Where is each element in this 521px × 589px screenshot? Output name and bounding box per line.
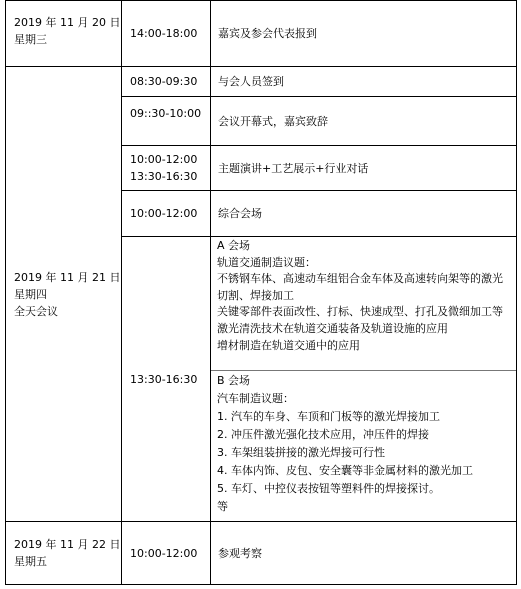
time-cell — [122, 237, 210, 521]
time-cell — [122, 67, 210, 96]
session-content: 综合会场 — [218, 207, 262, 220]
time-cell — [122, 97, 210, 145]
day-note: 全天会议 — [14, 304, 58, 318]
day-weekday: 星期四 — [14, 287, 47, 301]
venue-b-cell — [211, 371, 516, 521]
day-cell — [6, 522, 121, 584]
session-time: 13:30-16:30 — [130, 372, 198, 386]
time-cell — [122, 191, 210, 236]
session-time: 10:00-12:00 13:30-16:30 — [130, 153, 198, 183]
content-cell — [211, 97, 516, 145]
session-content: 会议开幕式，嘉宾致辞 — [218, 114, 328, 128]
day-date: 2019 年 11 月 21 日 — [14, 270, 121, 284]
session-time: 10:00-12:00 — [130, 207, 198, 220]
day-date: 2019 年 11 月 22 日 — [14, 538, 121, 551]
session-content: 参观考察 — [218, 546, 262, 560]
day-weekday: 星期五 — [14, 555, 47, 568]
table-border-bottom — [5, 584, 517, 585]
content-cell — [211, 522, 516, 584]
time-cell — [122, 146, 210, 190]
session-content: 主题演讲+工艺展示+行业对话 — [218, 161, 369, 175]
table-border-right — [516, 0, 517, 585]
time-cell — [122, 522, 210, 584]
venue-a-cell — [211, 237, 516, 370]
day-weekday: 星期三 — [14, 33, 47, 46]
content-cell — [211, 146, 516, 190]
day-cell — [6, 1, 121, 66]
day-date: 2019 年 11 月 20 日 — [14, 16, 121, 29]
session-time: 10:00-12:00 — [130, 546, 198, 560]
session-time: 09::30-10:00 — [130, 107, 202, 120]
session-content: 与会人员签到 — [218, 75, 284, 88]
session-time: 08:30-09:30 — [130, 75, 198, 88]
content-cell — [211, 191, 516, 236]
content-cell — [211, 67, 516, 96]
venue-b-topics: B 会场 汽车制造议题： 1. 汽车的车身、车顶和门板等的激光焊接加工 2. 冲压件激光强化技术应用，冲压件的焊接 3. 车架组装拼接的激光焊接可行性 4. 车体内饰、皮包、安全囊等非金属材料的激光加工 5. 车灯、中控仪表按钮等塑料件的焊接探讨。 等 — [217, 374, 473, 513]
day-cell — [6, 67, 121, 521]
venue-a-topics: A 会场 轨道交通制造议题： 不锈钢车体、高速动车组铝合金车体及高速转向架等的激光切割、焊接加工 关键零部件表面改性、打标、快速成型、打孔及微细加工等 激光清洗技术在轨道交通装备及轨道设施的应用 增材制造在轨道交通中的应用 — [217, 239, 503, 352]
session-content: 嘉宾及参会代表报到 — [218, 27, 317, 40]
session-time: 14:00-18:00 — [130, 27, 198, 40]
time-cell — [122, 1, 210, 66]
content-cell — [211, 1, 516, 66]
